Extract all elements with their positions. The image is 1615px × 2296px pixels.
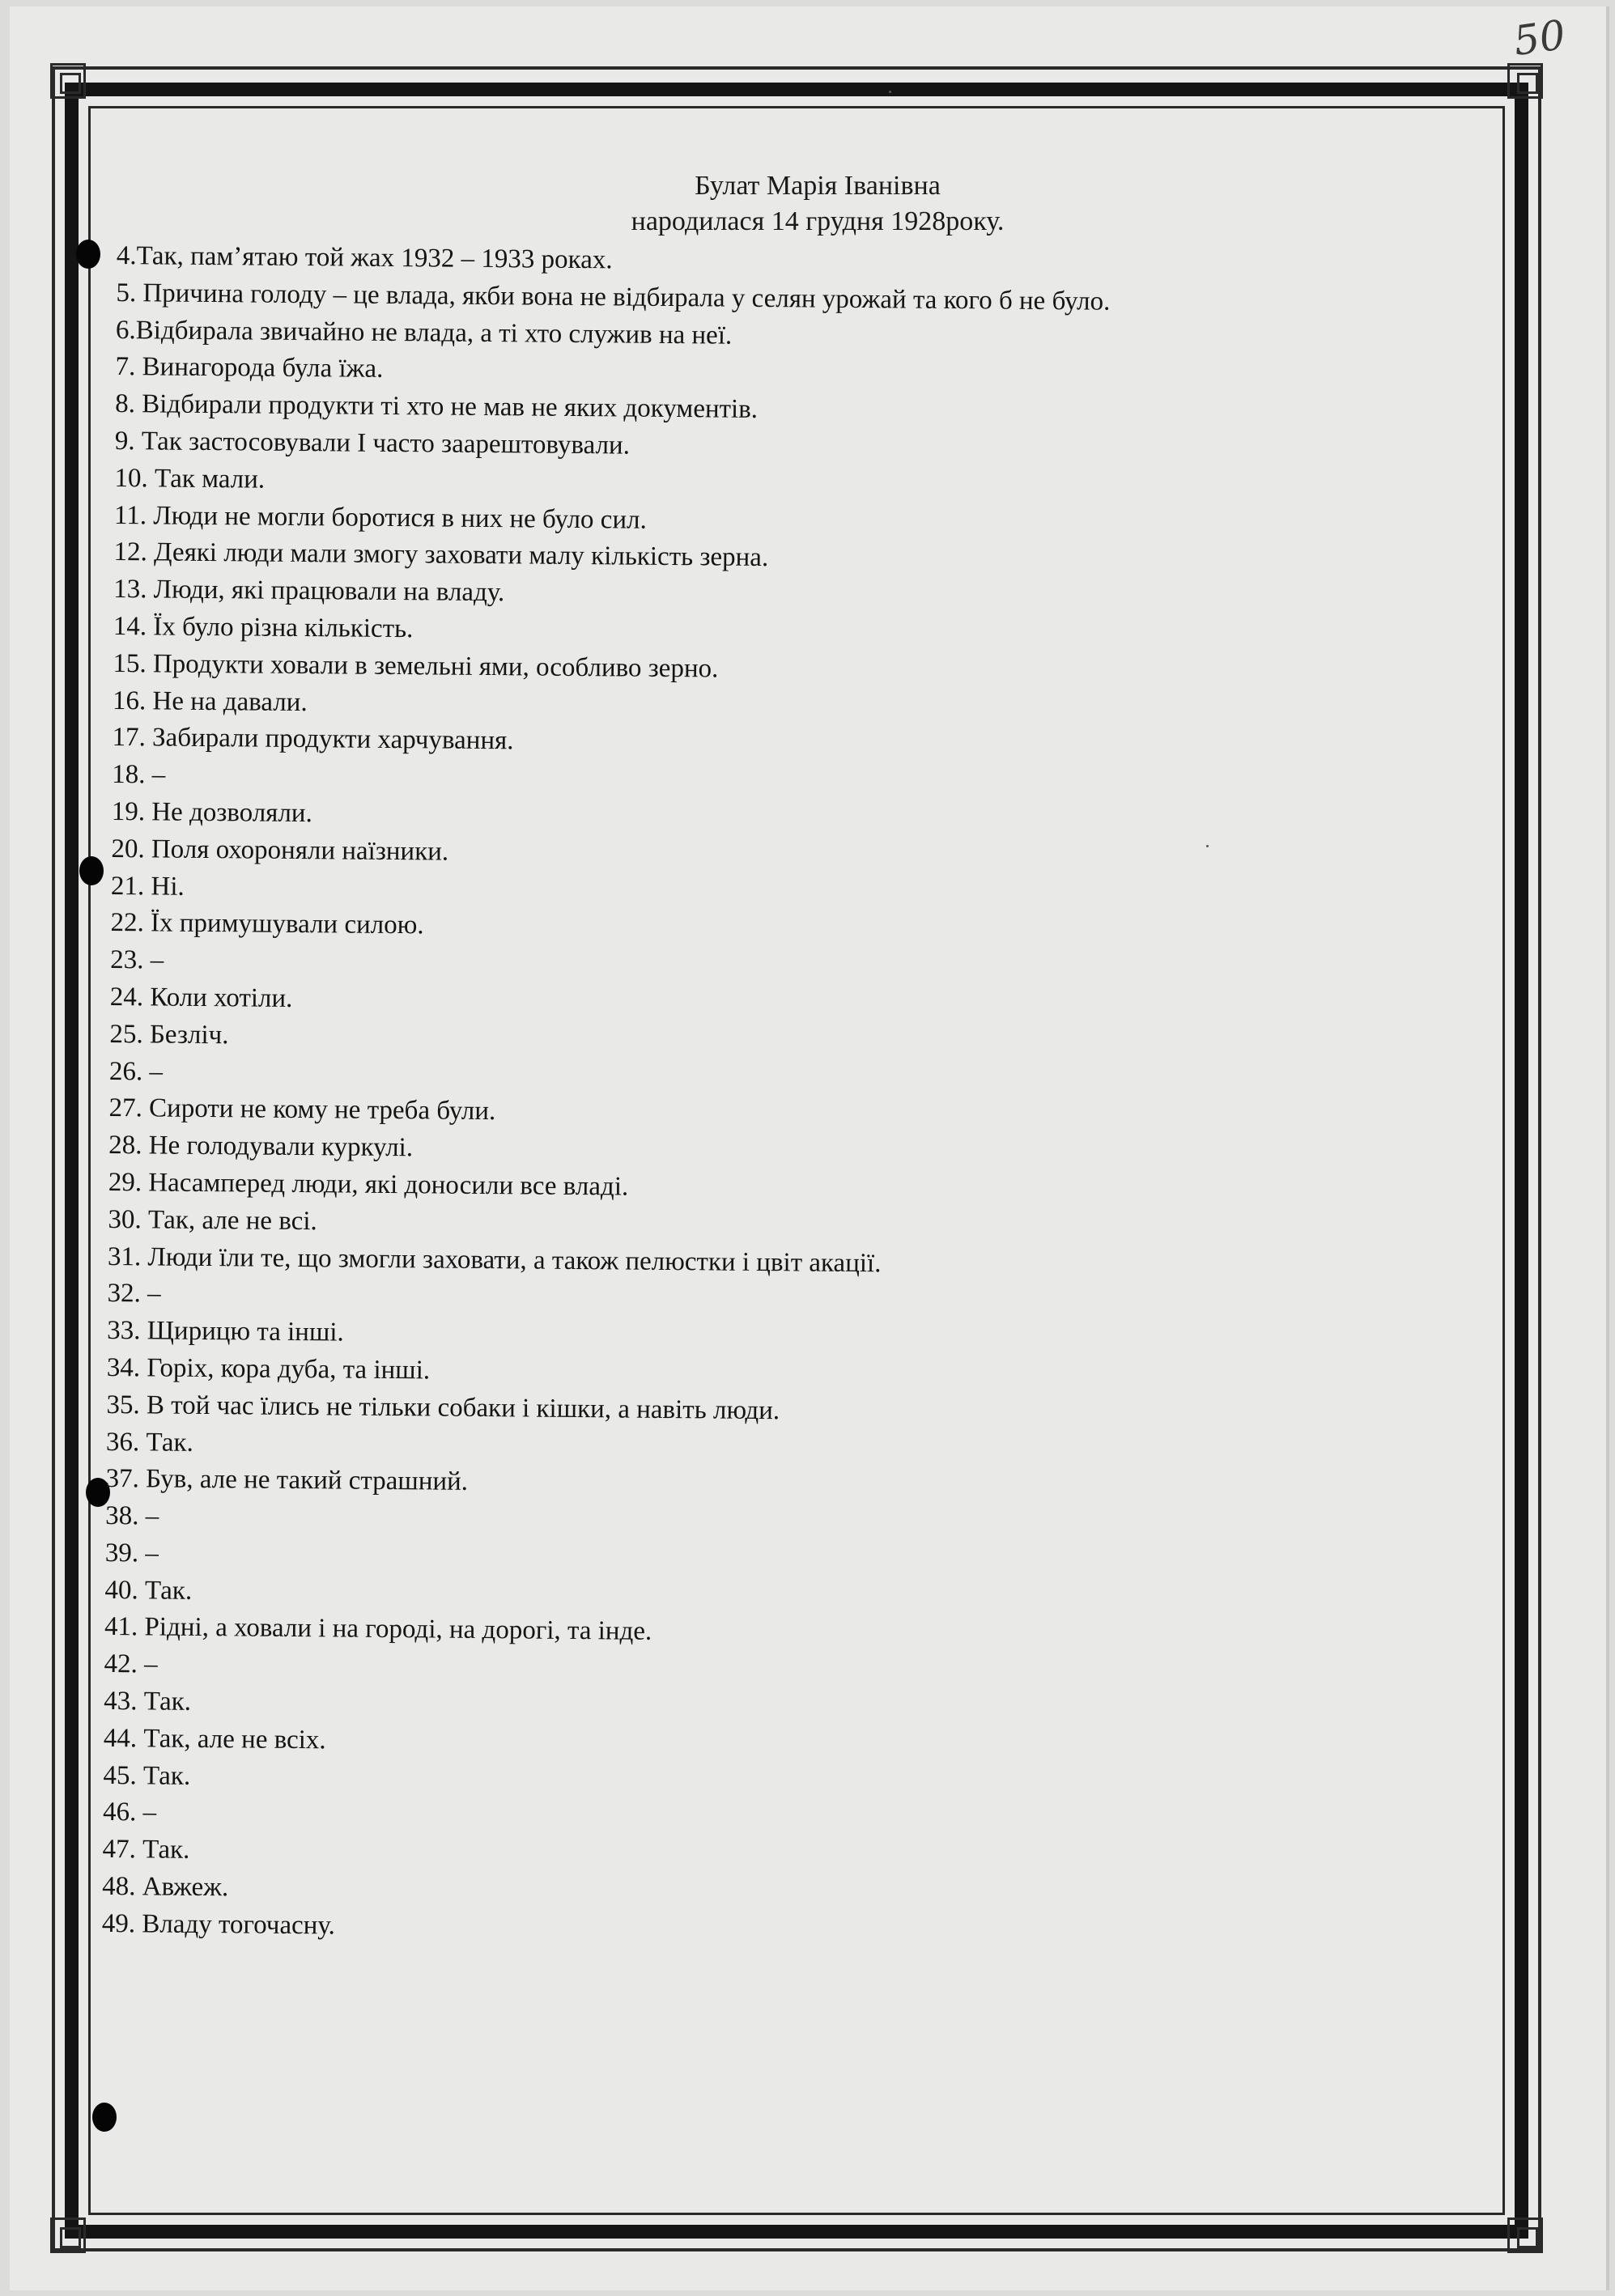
answer-line: 6.Відбирала звичайно не влада, а ті хто служив на неї. bbox=[115, 315, 733, 350]
answer-line: 43. Так. bbox=[104, 1687, 192, 1717]
answer-line: 16. Не на давали. bbox=[112, 685, 308, 717]
answer-line: 19. Не дозволяли. bbox=[111, 796, 312, 829]
answer-line: 25. Безліч. bbox=[109, 1019, 229, 1050]
answer-line: 26. – bbox=[108, 1056, 164, 1087]
answer-line: 12. Деякі люди мали змогу заховати малу кількість зерна. bbox=[113, 537, 769, 573]
answer-line: 39. – bbox=[104, 1538, 159, 1568]
answer-line: 45. Так. bbox=[103, 1760, 191, 1791]
answer-line: 47. Так. bbox=[102, 1835, 190, 1865]
answer-line: 15. Продукти ховали в земельні ями, особливо зерно. bbox=[113, 648, 719, 684]
answer-line: 35. В той час їлись не тільки собаки і кішки, а навіть люди. bbox=[106, 1390, 780, 1425]
answer-line: 11. Люди не могли боротися в них не було сил. bbox=[113, 500, 647, 535]
answer-line: 49. Владу тогочасну. bbox=[101, 1908, 335, 1941]
punch-hole bbox=[79, 856, 104, 885]
answer-line: 32. – bbox=[107, 1279, 161, 1309]
punch-hole bbox=[92, 2103, 117, 2132]
answer-line: 8. Відбирали продукти ті хто не мав не яких документів. bbox=[115, 389, 759, 425]
answer-line: 4.Так, пам’ятаю той жах 1932 – 1933 роках. bbox=[116, 240, 613, 275]
answer-line: 37. Був, але не такий страшний. bbox=[105, 1464, 469, 1497]
answer-line: 46. – bbox=[102, 1797, 157, 1827]
border-corner-ornament bbox=[1507, 2217, 1543, 2253]
answer-line: 9. Так застосовували І часто заарештовували. bbox=[114, 426, 631, 460]
answer-line: 13. Люди, які працювали на владу. bbox=[113, 575, 505, 608]
answer-line: 28. Не голодували куркулі. bbox=[108, 1131, 414, 1163]
answer-line: 41. Рідні, а ховали і на городі, на дорогі, та інде. bbox=[104, 1612, 652, 1647]
answer-line: 5. Причина голоду – це влада, якби вона не відбирала у селян урожай та кого б не було. bbox=[116, 278, 1111, 316]
answer-line: 42. – bbox=[104, 1649, 158, 1679]
answer-line: 22. Їх примушували силою. bbox=[110, 908, 424, 940]
answer-line: 34. Горіх, кора дуба, та інші. bbox=[106, 1352, 431, 1386]
answer-line: 18. – bbox=[112, 760, 166, 790]
answer-line: 21. Ні. bbox=[110, 871, 185, 902]
answer-line: 36. Так. bbox=[105, 1427, 193, 1458]
respondent-birth-date: народилася 14 грудня 1928року. bbox=[631, 206, 1005, 236]
answer-line: 48. Авжеж. bbox=[102, 1871, 229, 1903]
document-header bbox=[453, 168, 1182, 240]
answer-line: 40. Так. bbox=[104, 1575, 193, 1606]
respondent-name: Булат Марія Іванівна bbox=[695, 171, 941, 201]
answer-line: 23. – bbox=[110, 945, 164, 975]
answer-line: 31. Люди їли те, що змогли заховати, а також пелюстки і цвіт акації. bbox=[107, 1241, 882, 1278]
border-corner-ornament bbox=[50, 63, 86, 99]
answer-line: 29. Насамперед люди, які доносили все владі. bbox=[108, 1167, 629, 1202]
answer-line: 30. Так, але не всі. bbox=[108, 1204, 317, 1236]
answer-list bbox=[102, 238, 1444, 1954]
answer-line: 10. Так мали. bbox=[114, 463, 266, 494]
answer-line: 27. Сироти не кому не треба були. bbox=[108, 1093, 496, 1127]
answer-line: 7. Винагорода була їжа. bbox=[115, 352, 384, 384]
punch-hole bbox=[76, 240, 100, 269]
border-corner-ornament bbox=[50, 2217, 86, 2253]
answer-line: 44. Так, але не всіх. bbox=[103, 1723, 326, 1755]
answer-line: 24. Коли хотіли. bbox=[109, 982, 293, 1013]
answer-line: 17. Забирали продукти харчування. bbox=[112, 723, 514, 756]
border-corner-ornament bbox=[1507, 63, 1543, 99]
answer-line: 38. – bbox=[105, 1501, 159, 1531]
answer-line: 14. Їх було різна кількість. bbox=[113, 611, 414, 644]
answer-line: 20. Поля охороняли наїзники. bbox=[111, 834, 449, 867]
paper-speck bbox=[889, 91, 891, 93]
answer-line: 33. Щирицю та інші. bbox=[107, 1316, 344, 1347]
handwritten-page-number: 50 bbox=[1511, 11, 1569, 66]
